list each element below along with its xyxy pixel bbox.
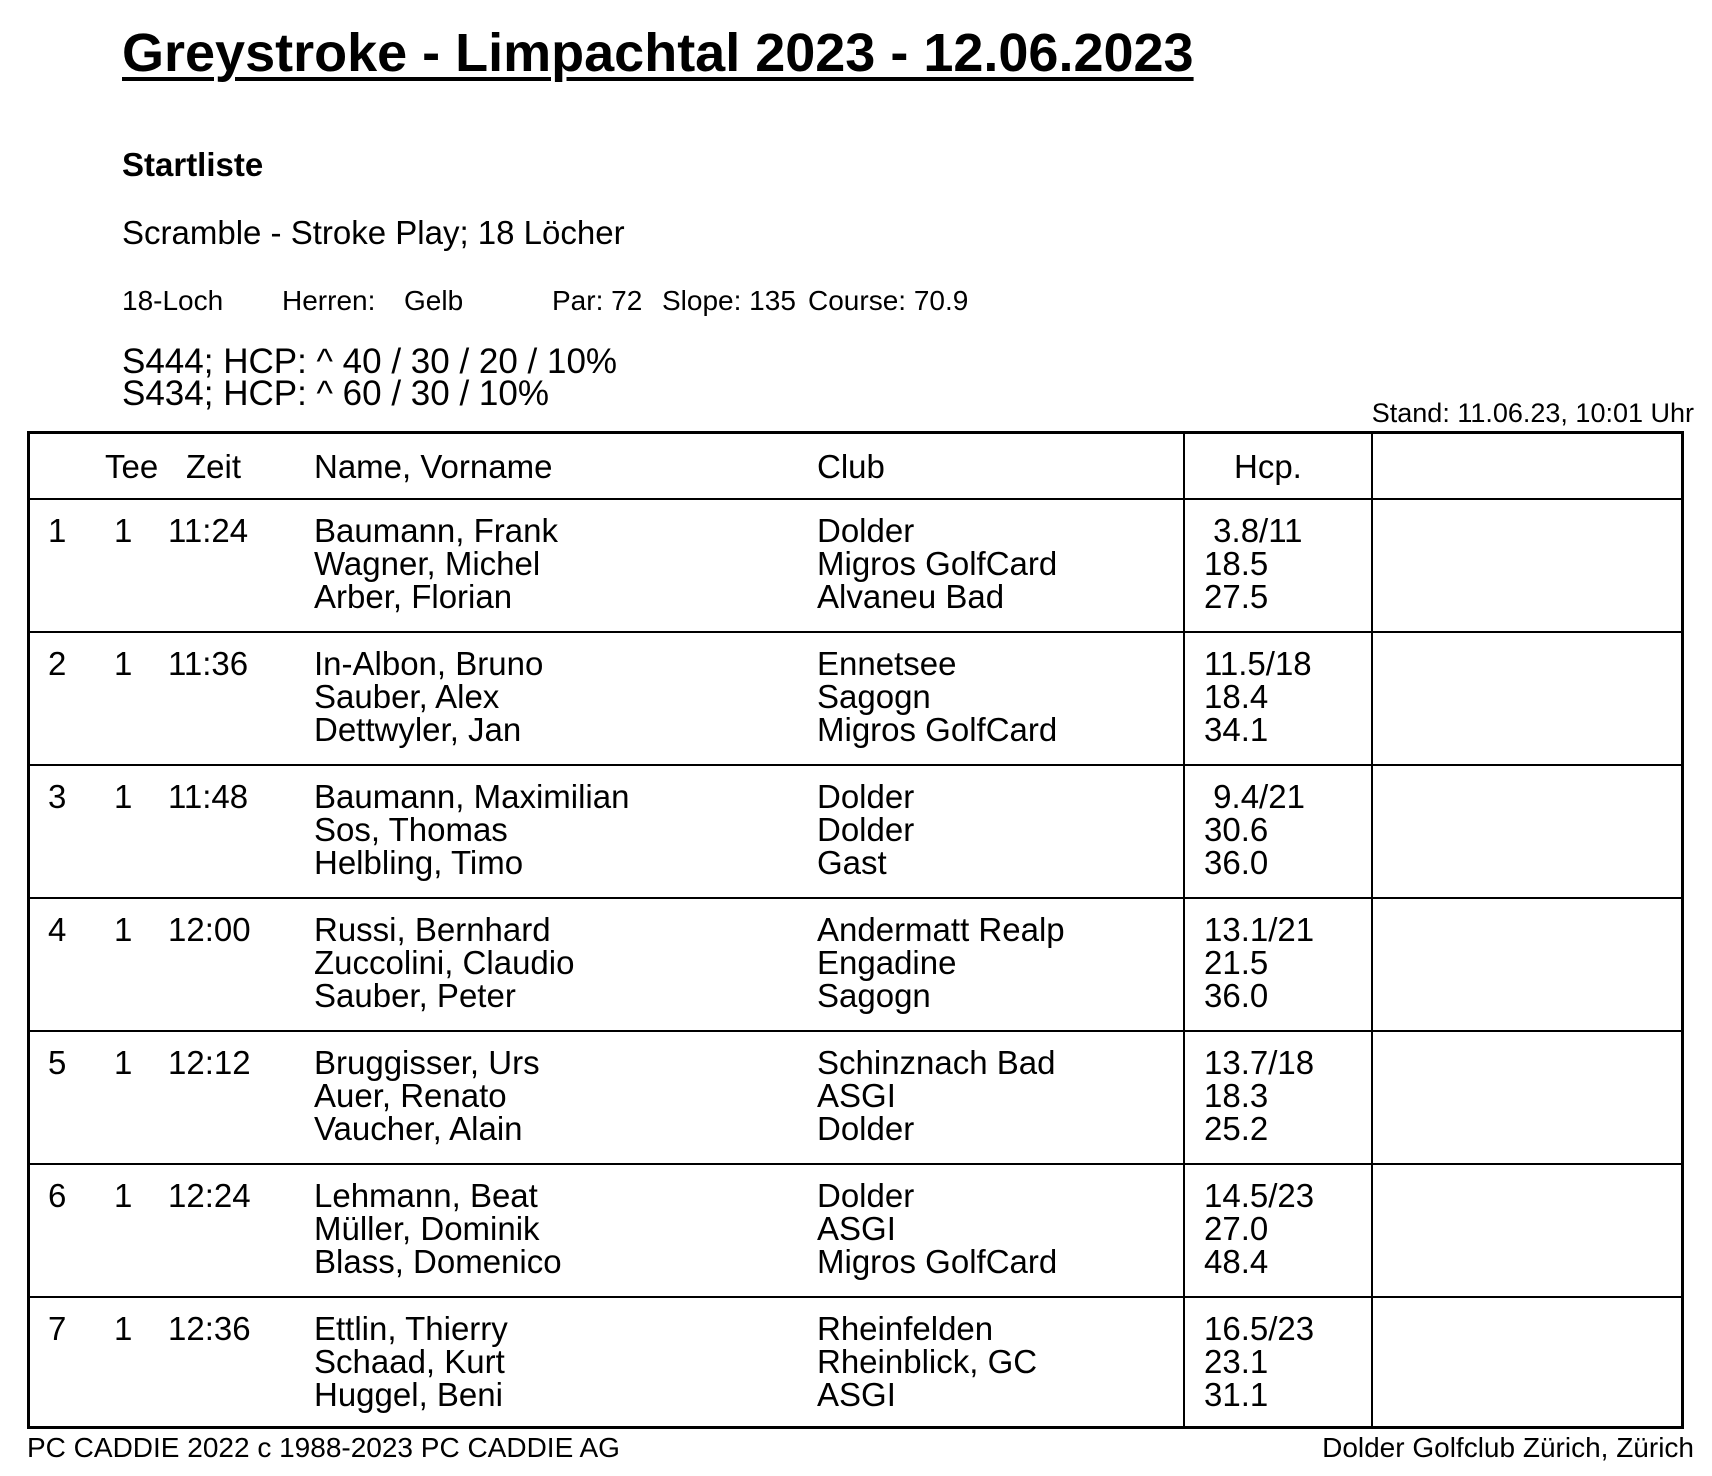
header-name: Name, Vorname [314,448,553,485]
footer-copyright: PC CADDIE 2022 c 1988-2023 PC CADDIE AG [27,1432,620,1463]
timestamp: Stand: 11.06.23, 10:01 Uhr [1371,398,1694,428]
group-tee: 1 [114,778,133,815]
group-number: 6 [48,1177,67,1214]
game-mode: Scramble - Stroke Play; 18 Löcher [122,214,625,251]
player-name: Schaad, Kurt [314,1343,505,1380]
player-club: Dolder [817,778,915,815]
player-club: Andermatt Realp [817,911,1065,948]
player-hcp: 31.1 [1204,1376,1269,1413]
par-info: Par: 72 [552,285,643,316]
group-tee: 1 [114,911,133,948]
player-hcp: 34.1 [1204,711,1269,748]
group-divider [30,1296,1681,1298]
player-name: Sauber, Peter [314,977,516,1014]
player-hcp: 18.4 [1204,678,1269,715]
player-hcp: 48.4 [1204,1243,1269,1280]
category-info: Herren: [282,285,376,316]
player-name: Bruggisser, Urs [314,1044,540,1081]
group-time: 11:48 [168,778,249,815]
player-name: Auer, Renato [314,1077,507,1114]
column-divider [1183,434,1185,1426]
tee-color-info: Gelb [404,285,464,316]
group-time: 11:36 [168,645,249,682]
group-time: 12:00 [168,911,251,948]
player-hcp: 14.5/23 [1204,1177,1315,1214]
column-divider [1371,434,1373,1426]
player-hcp: 23.1 [1204,1343,1269,1380]
group-tee: 1 [114,645,133,682]
player-name: In-Albon, Bruno [314,645,544,682]
header-zeit: Zeit [186,448,242,485]
header-tee: Tee [105,448,159,485]
player-club: Migros GolfCard [817,711,1058,748]
player-hcp: 30.6 [1204,811,1269,848]
player-club: Gast [817,844,887,881]
player-club: Dolder [817,1110,915,1147]
player-club: Rheinfelden [817,1310,994,1347]
group-number: 2 [48,645,67,682]
player-hcp: 25.2 [1204,1110,1269,1147]
player-hcp: 27.0 [1204,1210,1269,1247]
player-club: Engadine [817,944,957,981]
handicap-rule: S444; HCP: ^ 40 / 30 / 20 / 10% [122,342,618,381]
player-club: Migros GolfCard [817,545,1058,582]
group-time: 11:24 [168,512,249,549]
player-name: Lehmann, Beat [314,1177,538,1214]
footer-club: Dolder Golfclub Zürich, Zürich [1322,1432,1694,1463]
header-club: Club [817,448,885,485]
group-divider [30,631,1681,633]
group-time: 12:36 [168,1310,251,1347]
handicap-rule: S434; HCP: ^ 60 / 30 / 10% [122,374,549,413]
player-hcp: 13.7/18 [1204,1044,1315,1081]
group-number: 7 [48,1310,67,1347]
group-divider [30,1163,1681,1165]
player-hcp: 18.3 [1204,1077,1269,1114]
player-club: Schinznach Bad [817,1044,1056,1081]
player-name: Baumann, Maximilian [314,778,630,815]
player-club: Migros GolfCard [817,1243,1058,1280]
player-hcp: 21.5 [1204,944,1269,981]
player-hcp: 36.0 [1204,844,1269,881]
group-time: 12:24 [168,1177,251,1214]
player-hcp: 11.5/18 [1204,645,1312,682]
player-name: Russi, Bernhard [314,911,551,948]
group-tee: 1 [114,512,133,549]
header-hcp: Hcp. [1234,448,1302,485]
player-name: Zuccolini, Claudio [314,944,575,981]
player-club: Ennetsee [817,645,957,682]
group-divider [30,764,1681,766]
player-hcp: 3.8/11 [1204,512,1303,549]
group-tee: 1 [114,1310,133,1347]
player-hcp: 27.5 [1204,578,1269,615]
player-hcp: 18.5 [1204,545,1269,582]
group-tee: 1 [114,1044,133,1081]
player-club: Rheinblick, GC [817,1343,1038,1380]
player-hcp: 9.4/21 [1204,778,1305,815]
player-name: Arber, Florian [314,578,513,615]
group-divider [30,1030,1681,1032]
player-name: Sos, Thomas [314,811,508,848]
group-number: 4 [48,911,67,948]
course-rating-info: Course: 70.9 [808,285,969,316]
start-list-table [27,431,1684,1429]
player-name: Sauber, Alex [314,678,500,715]
player-club: Dolder [817,1177,915,1214]
document-subtitle: Startliste [122,146,264,183]
player-name: Baumann, Frank [314,512,558,549]
player-club: Sagogn [817,678,931,715]
player-name: Blass, Domenico [314,1243,562,1280]
player-club: Sagogn [817,977,931,1014]
player-club: ASGI [817,1077,896,1114]
slope-info: Slope: 135 [662,285,796,316]
player-club: Dolder [817,811,915,848]
player-name: Helbling, Timo [314,844,524,881]
group-number: 1 [48,512,67,549]
player-name: Wagner, Michel [314,545,541,582]
player-club: Alvaneu Bad [817,578,1005,615]
player-name: Dettwyler, Jan [314,711,522,748]
player-name: Ettlin, Thierry [314,1310,508,1347]
group-number: 5 [48,1044,67,1081]
player-hcp: 13.1/21 [1204,911,1315,948]
player-name: Huggel, Beni [314,1376,503,1413]
player-club: Dolder [817,512,915,549]
group-time: 12:12 [168,1044,251,1081]
group-number: 3 [48,778,67,815]
player-hcp: 16.5/23 [1204,1310,1315,1347]
header-divider [30,498,1681,500]
page-title: Greystroke - Limpachtal 2023 - 12.06.2023 [122,23,1194,83]
player-hcp: 36.0 [1204,977,1269,1014]
player-club: ASGI [817,1376,896,1413]
group-divider [30,897,1681,899]
holes-info: 18-Loch [122,285,224,316]
player-name: Müller, Dominik [314,1210,540,1247]
player-club: ASGI [817,1210,896,1247]
group-tee: 1 [114,1177,133,1214]
player-name: Vaucher, Alain [314,1110,523,1147]
